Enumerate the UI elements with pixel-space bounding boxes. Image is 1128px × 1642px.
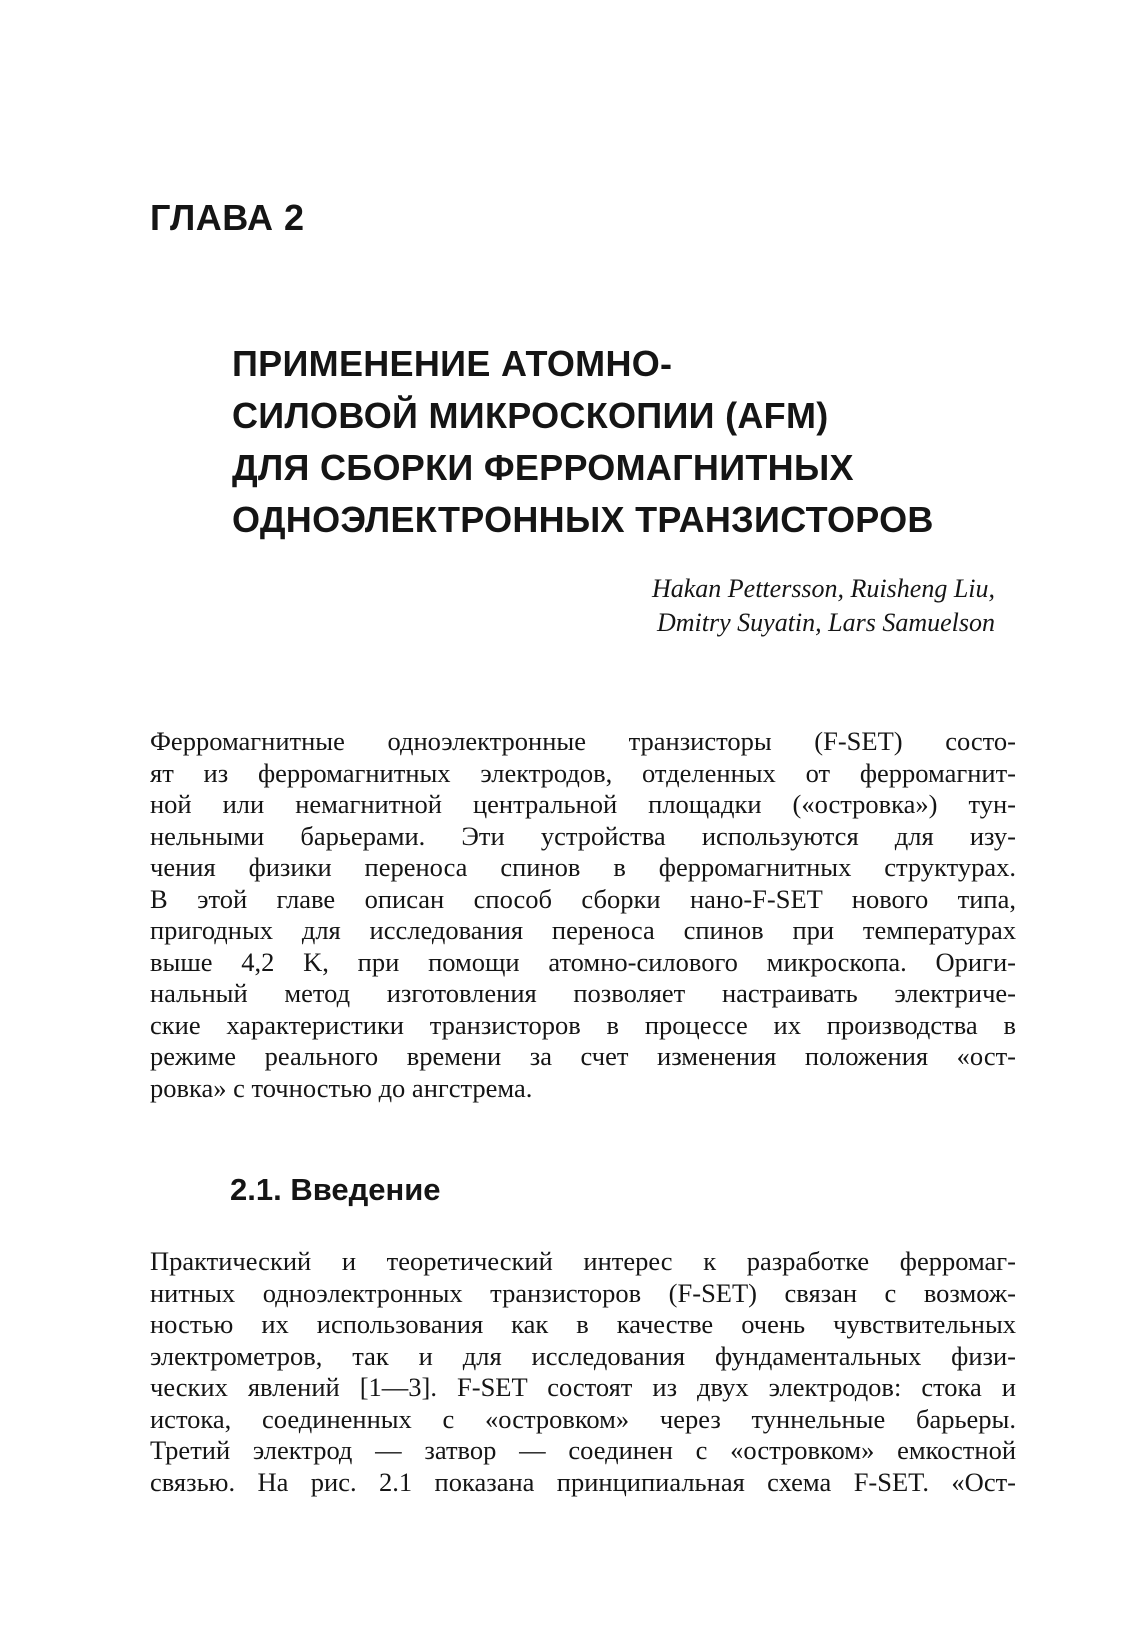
text-line: ские характеристики транзисторов в процессе их производства в bbox=[150, 1009, 1016, 1040]
abstract-paragraph bbox=[150, 726, 1016, 1104]
title-line: ПРИМЕНЕНИЕ АТОМНО- bbox=[232, 343, 673, 384]
chapter-label: ГЛАВА 2 bbox=[150, 197, 305, 238]
text-line: ят из ферромагнитных электродов, отделенных от ферромагнит- bbox=[150, 757, 1016, 788]
text-line: режиме реального времени за счет изменения положения «ост- bbox=[150, 1041, 1016, 1071]
text-line: ровка» с точностью до ангстрема. bbox=[150, 1072, 533, 1103]
text-line: электрометров, так и для исследования фундаментальных физи- bbox=[150, 1340, 1016, 1371]
text-line: нальный метод изготовления позволяет настраивать электриче- bbox=[150, 978, 1016, 1008]
text-line: Третий электрод — затвор — соединен с «островком» емкостной bbox=[150, 1435, 1016, 1465]
text-line: ческих явлений [1—3]. F-SET состоят из двух электродов: стока и bbox=[150, 1372, 1016, 1402]
section-heading: 2.1. Введение bbox=[230, 1172, 441, 1207]
authors bbox=[652, 572, 995, 640]
text-line: нельными барьерами. Эти устройства используются для изу- bbox=[150, 820, 1016, 851]
text-line: ной или немагнитной центральной площадки («островка») тун- bbox=[150, 789, 1016, 819]
text-line: Ферромагнитные одноэлектронные транзисторы (F-SET) состо- bbox=[150, 726, 1016, 756]
authors-line: Hakan Pettersson, Ruisheng Liu, bbox=[651, 574, 995, 603]
title-line: ОДНОЭЛЕКТРОННЫХ ТРАНЗИСТОРОВ bbox=[232, 499, 934, 540]
text-line: нитных одноэлектронных транзисторов (F-SET) связан с возмож- bbox=[150, 1277, 1016, 1308]
title-line: СИЛОВОЙ МИКРОСКОПИИ (AFM) bbox=[232, 395, 829, 436]
text-line: ностью их использования как в качестве очень чувствительных bbox=[150, 1309, 1016, 1339]
text-line: истока, соединенных с «островком» через туннельные барьеры. bbox=[150, 1403, 1016, 1434]
text-line: Практический и теоретический интерес к разработке ферромаг- bbox=[150, 1246, 1016, 1276]
text-line: пригодных для исследования переноса спинов при температурах bbox=[150, 915, 1016, 945]
text-line: выше 4,2 K, при помощи атомно-силового микроскопа. Ориги- bbox=[150, 946, 1016, 977]
text-line: чения физики переноса спинов в ферромагнитных структурах. bbox=[150, 852, 1016, 882]
intro-paragraph bbox=[150, 1246, 1016, 1498]
chapter-title bbox=[232, 338, 934, 546]
title-line: ДЛЯ СБОРКИ ФЕРРОМАГНИТНЫХ bbox=[232, 447, 854, 488]
text-line: связью. На рис. 2.1 показана принципиальная схема F-SET. «Ост- bbox=[150, 1466, 1016, 1497]
authors-line: Dmitry Suyatin, Lars Samuelson bbox=[657, 608, 995, 637]
text-line: В этой главе описан способ сборки нано-F-SET нового типа, bbox=[150, 883, 1016, 914]
